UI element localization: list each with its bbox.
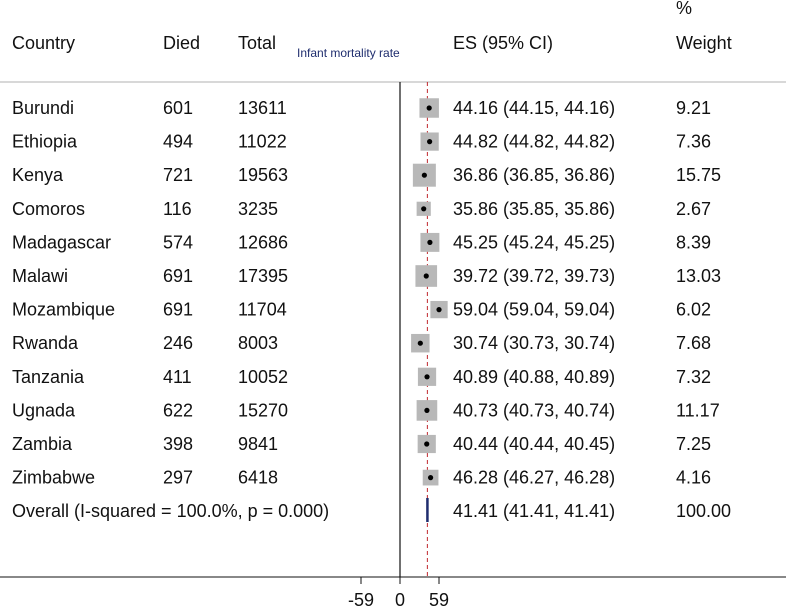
study-total: 9841 <box>238 434 279 454</box>
study-died: 246 <box>163 333 194 354</box>
study-row <box>12 300 711 320</box>
study-point-estimate <box>428 475 433 480</box>
study-total: 12686 <box>238 232 289 253</box>
header-es: ES (95% CI) <box>453 33 554 53</box>
study-country: Madagascar <box>12 232 112 253</box>
study-es: 40.89 (40.88, 40.89) <box>453 366 616 387</box>
study-country: Zambia <box>12 434 73 454</box>
study-country: Malawi <box>12 266 69 286</box>
overall-es: 41.41 (41.41, 41.41) <box>453 501 616 521</box>
study-point-estimate <box>424 273 429 278</box>
x-axis <box>348 577 449 610</box>
study-total: 11704 <box>238 299 287 320</box>
study-es: 40.73 (40.73, 40.74) <box>453 400 616 421</box>
study-country: Ugnada <box>12 400 76 421</box>
study-es: 40.44 (40.44, 40.45) <box>453 434 616 454</box>
study-died: 721 <box>163 165 194 186</box>
x-tick-label: 0 <box>394 590 406 610</box>
x-tick-label: 59 <box>428 590 450 610</box>
study-es: 45.25 (45.24, 45.25) <box>453 232 616 253</box>
study-died: 601 <box>163 98 194 118</box>
study-died: 297 <box>163 467 194 488</box>
study-total: 11022 <box>238 131 287 152</box>
study-total: 8003 <box>238 333 279 354</box>
header-weight: Weight <box>676 33 732 53</box>
header-plot-label: Infant mortality rate <box>297 46 400 60</box>
study-total: 19563 <box>238 165 289 186</box>
study-total: 6418 <box>238 467 279 488</box>
study-row <box>12 400 720 421</box>
study-died: 622 <box>163 400 194 421</box>
study-weight: 9.21 <box>676 98 712 118</box>
study-weight: 6.02 <box>676 299 712 320</box>
overall-estimate-marker <box>426 498 429 522</box>
study-died: 691 <box>163 299 194 320</box>
study-point-estimate <box>422 173 427 178</box>
study-point-estimate <box>436 307 441 312</box>
overall-row <box>12 498 731 522</box>
study-row <box>12 199 711 219</box>
study-es: 46.28 (46.27, 46.28) <box>453 467 616 488</box>
header-country: Country <box>12 33 76 53</box>
study-es: 39.72 (39.72, 39.73) <box>453 266 616 286</box>
study-es: 36.86 (36.85, 36.86) <box>453 165 616 186</box>
study-total: 15270 <box>238 400 289 421</box>
study-country: Zimbabwe <box>12 467 96 488</box>
study-country: Comoros <box>12 198 86 219</box>
x-tick-label: -59 <box>347 590 375 610</box>
study-row <box>12 333 711 353</box>
study-point-estimate <box>427 105 432 110</box>
overall-label: Overall (I-squared = 100.0%, p = 0.000) <box>12 501 330 521</box>
study-row <box>12 98 711 118</box>
study-weight: 11.17 <box>676 400 720 421</box>
study-point-estimate <box>427 139 432 144</box>
study-row <box>12 265 721 287</box>
study-died: 494 <box>163 131 194 152</box>
header <box>12 0 732 60</box>
study-country: Tanzania <box>12 366 85 387</box>
study-row <box>12 164 721 187</box>
header-weight-percent: % <box>676 0 693 18</box>
study-country: Kenya <box>12 165 64 186</box>
overall-weight: 100.00 <box>676 501 732 521</box>
header-total: Total <box>238 33 277 53</box>
study-total: 13611 <box>238 98 287 118</box>
study-weight: 7.36 <box>676 131 712 152</box>
study-died: 398 <box>163 434 194 454</box>
study-row <box>12 232 711 252</box>
study-total: 3235 <box>238 198 279 219</box>
study-weight: 7.68 <box>676 333 712 354</box>
study-country: Ethiopia <box>12 131 78 152</box>
study-es: 35.86 (35.85, 35.86) <box>453 198 616 219</box>
study-country: Rwanda <box>12 333 79 354</box>
study-point-estimate <box>427 240 432 245</box>
study-point-estimate <box>424 408 429 413</box>
study-row <box>12 132 711 152</box>
study-rows <box>12 98 721 488</box>
study-country: Burundi <box>12 98 75 118</box>
study-weight: 15.75 <box>676 165 722 186</box>
header-died: Died <box>163 33 201 53</box>
study-weight: 7.32 <box>676 366 712 387</box>
study-point-estimate <box>424 441 429 446</box>
study-died: 691 <box>163 266 194 286</box>
study-es: 44.82 (44.82, 44.82) <box>453 131 616 152</box>
study-point-estimate <box>424 374 429 379</box>
study-es: 44.16 (44.15, 44.16) <box>453 98 616 118</box>
study-weight: 8.39 <box>676 232 712 253</box>
study-died: 116 <box>163 198 192 219</box>
study-weight: 7.25 <box>676 434 712 454</box>
study-weight: 4.16 <box>676 467 712 488</box>
study-total: 10052 <box>238 366 289 387</box>
study-row <box>12 434 711 454</box>
study-point-estimate <box>421 206 426 211</box>
study-total: 17395 <box>238 266 289 286</box>
study-point-estimate <box>418 341 423 346</box>
study-weight: 2.67 <box>676 198 712 219</box>
study-weight: 13.03 <box>676 266 722 286</box>
study-es: 30.74 (30.73, 30.74) <box>453 333 616 354</box>
study-row <box>12 367 711 387</box>
study-died: 411 <box>163 366 192 387</box>
study-died: 574 <box>163 232 194 253</box>
study-row <box>12 468 711 488</box>
study-country: Mozambique <box>12 299 116 320</box>
study-es: 59.04 (59.04, 59.04) <box>453 299 616 320</box>
